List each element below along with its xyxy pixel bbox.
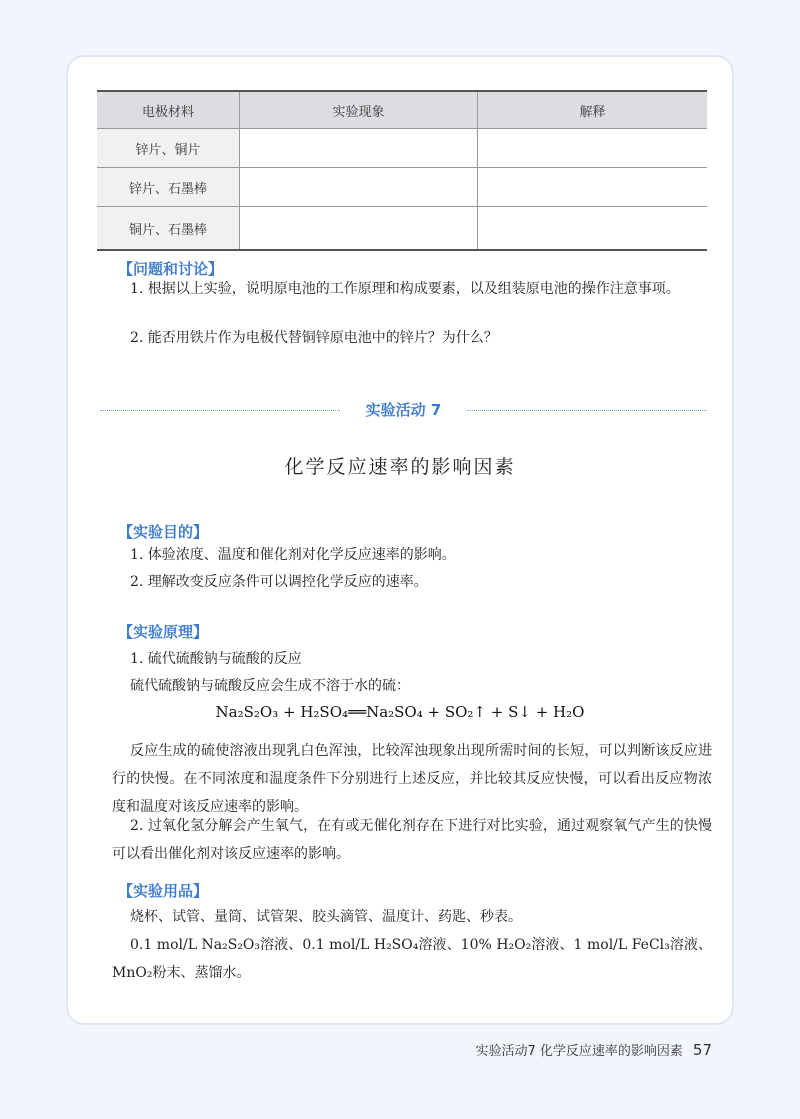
principle-sub1: 1. 硫代硫酸钠与硫酸的反应: [130, 651, 302, 667]
principle-heading: 【实验原理】: [118, 623, 209, 641]
footer-text: 实验活动7 化学反应速率的影响因素: [475, 1044, 683, 1059]
supplies-heading: 【实验用品】: [118, 882, 209, 900]
page-footer: [476, 1040, 713, 1059]
table-cell: [478, 168, 708, 207]
table-cell: [478, 129, 708, 168]
page-number: 57: [692, 1041, 712, 1059]
table-cell: [240, 207, 478, 251]
activity-label: 实验活动 7: [365, 401, 442, 419]
supplies-line-1: 烧杯、试管、量筒、试管架、胶头滴管、温度计、药匙、秒表。: [130, 909, 522, 925]
purpose-item-1: 1. 体验浓度、温度和催化剂对化学反应速率的影响。: [130, 547, 456, 563]
header-phenomenon: 实验现象: [240, 91, 478, 129]
supplies-line-2: 0.1 mol/L Na₂S₂O₃溶液、0.1 mol/L H₂SO₄溶液、10% H₂O₂溶液、1 mol/L FeCl₃溶液、MnO₂粉末、蒸馏水。: [112, 937, 712, 981]
table-cell: [478, 207, 708, 251]
principle-paragraph-2: 2. 过氧化氢分解会产生氧气，在有或无催化剂存在下进行对比实验，通过观察氧气产生的快慢可以看出催化剂对该反应速率的影响。: [112, 818, 712, 862]
header-explanation: 解释: [478, 91, 708, 129]
principle-paragraph-1: 反应生成的硫使溶液出现乳白色浑浊，比较浑浊现象出现所需时间的长短，可以判断该反应进行的快慢。在不同浓度和温度条件下分别进行上述反应，并比较其反应快慢，可以看出反应物浓度和温度对该反应速率的影响。: [112, 743, 712, 815]
purpose-heading: 【实验目的】: [118, 523, 209, 541]
table-row: [97, 207, 707, 251]
principle-intro: 硫代硫酸钠与硫酸反应会生成不溶于水的硫：: [130, 678, 410, 694]
activity-banner: [100, 398, 707, 422]
table-header-row: [97, 91, 707, 129]
discussion-heading: 【问题和讨论】: [118, 260, 224, 278]
table-cell: [240, 129, 478, 168]
discussion-q1: 1. 根据以上实验，说明原电池的工作原理和构成要素，以及组装原电池的操作注意事项。: [130, 281, 680, 297]
chemical-equation: Na₂S₂O₃ + H₂SO₄══Na₂SO₄ + SO₂↑ + S↓ + H₂O: [215, 703, 585, 721]
table-cell: [240, 168, 478, 207]
page-title: 化学反应速率的影响因素: [284, 456, 516, 478]
table-row: [97, 168, 707, 207]
table-cell: 铜片、石墨棒: [97, 207, 240, 251]
discussion-q2: 2. 能否用铁片作为电极代替铜锌原电池中的锌片？为什么？: [130, 330, 498, 346]
electrode-table: [97, 90, 707, 251]
purpose-item-2: 2. 理解改变反应条件可以调控化学反应的速率。: [130, 574, 428, 590]
header-electrode: 电极材料: [97, 91, 240, 129]
table-cell: 锌片、铜片: [97, 129, 240, 168]
table-row: [97, 129, 707, 168]
table-cell: 锌片、石墨棒: [97, 168, 240, 207]
